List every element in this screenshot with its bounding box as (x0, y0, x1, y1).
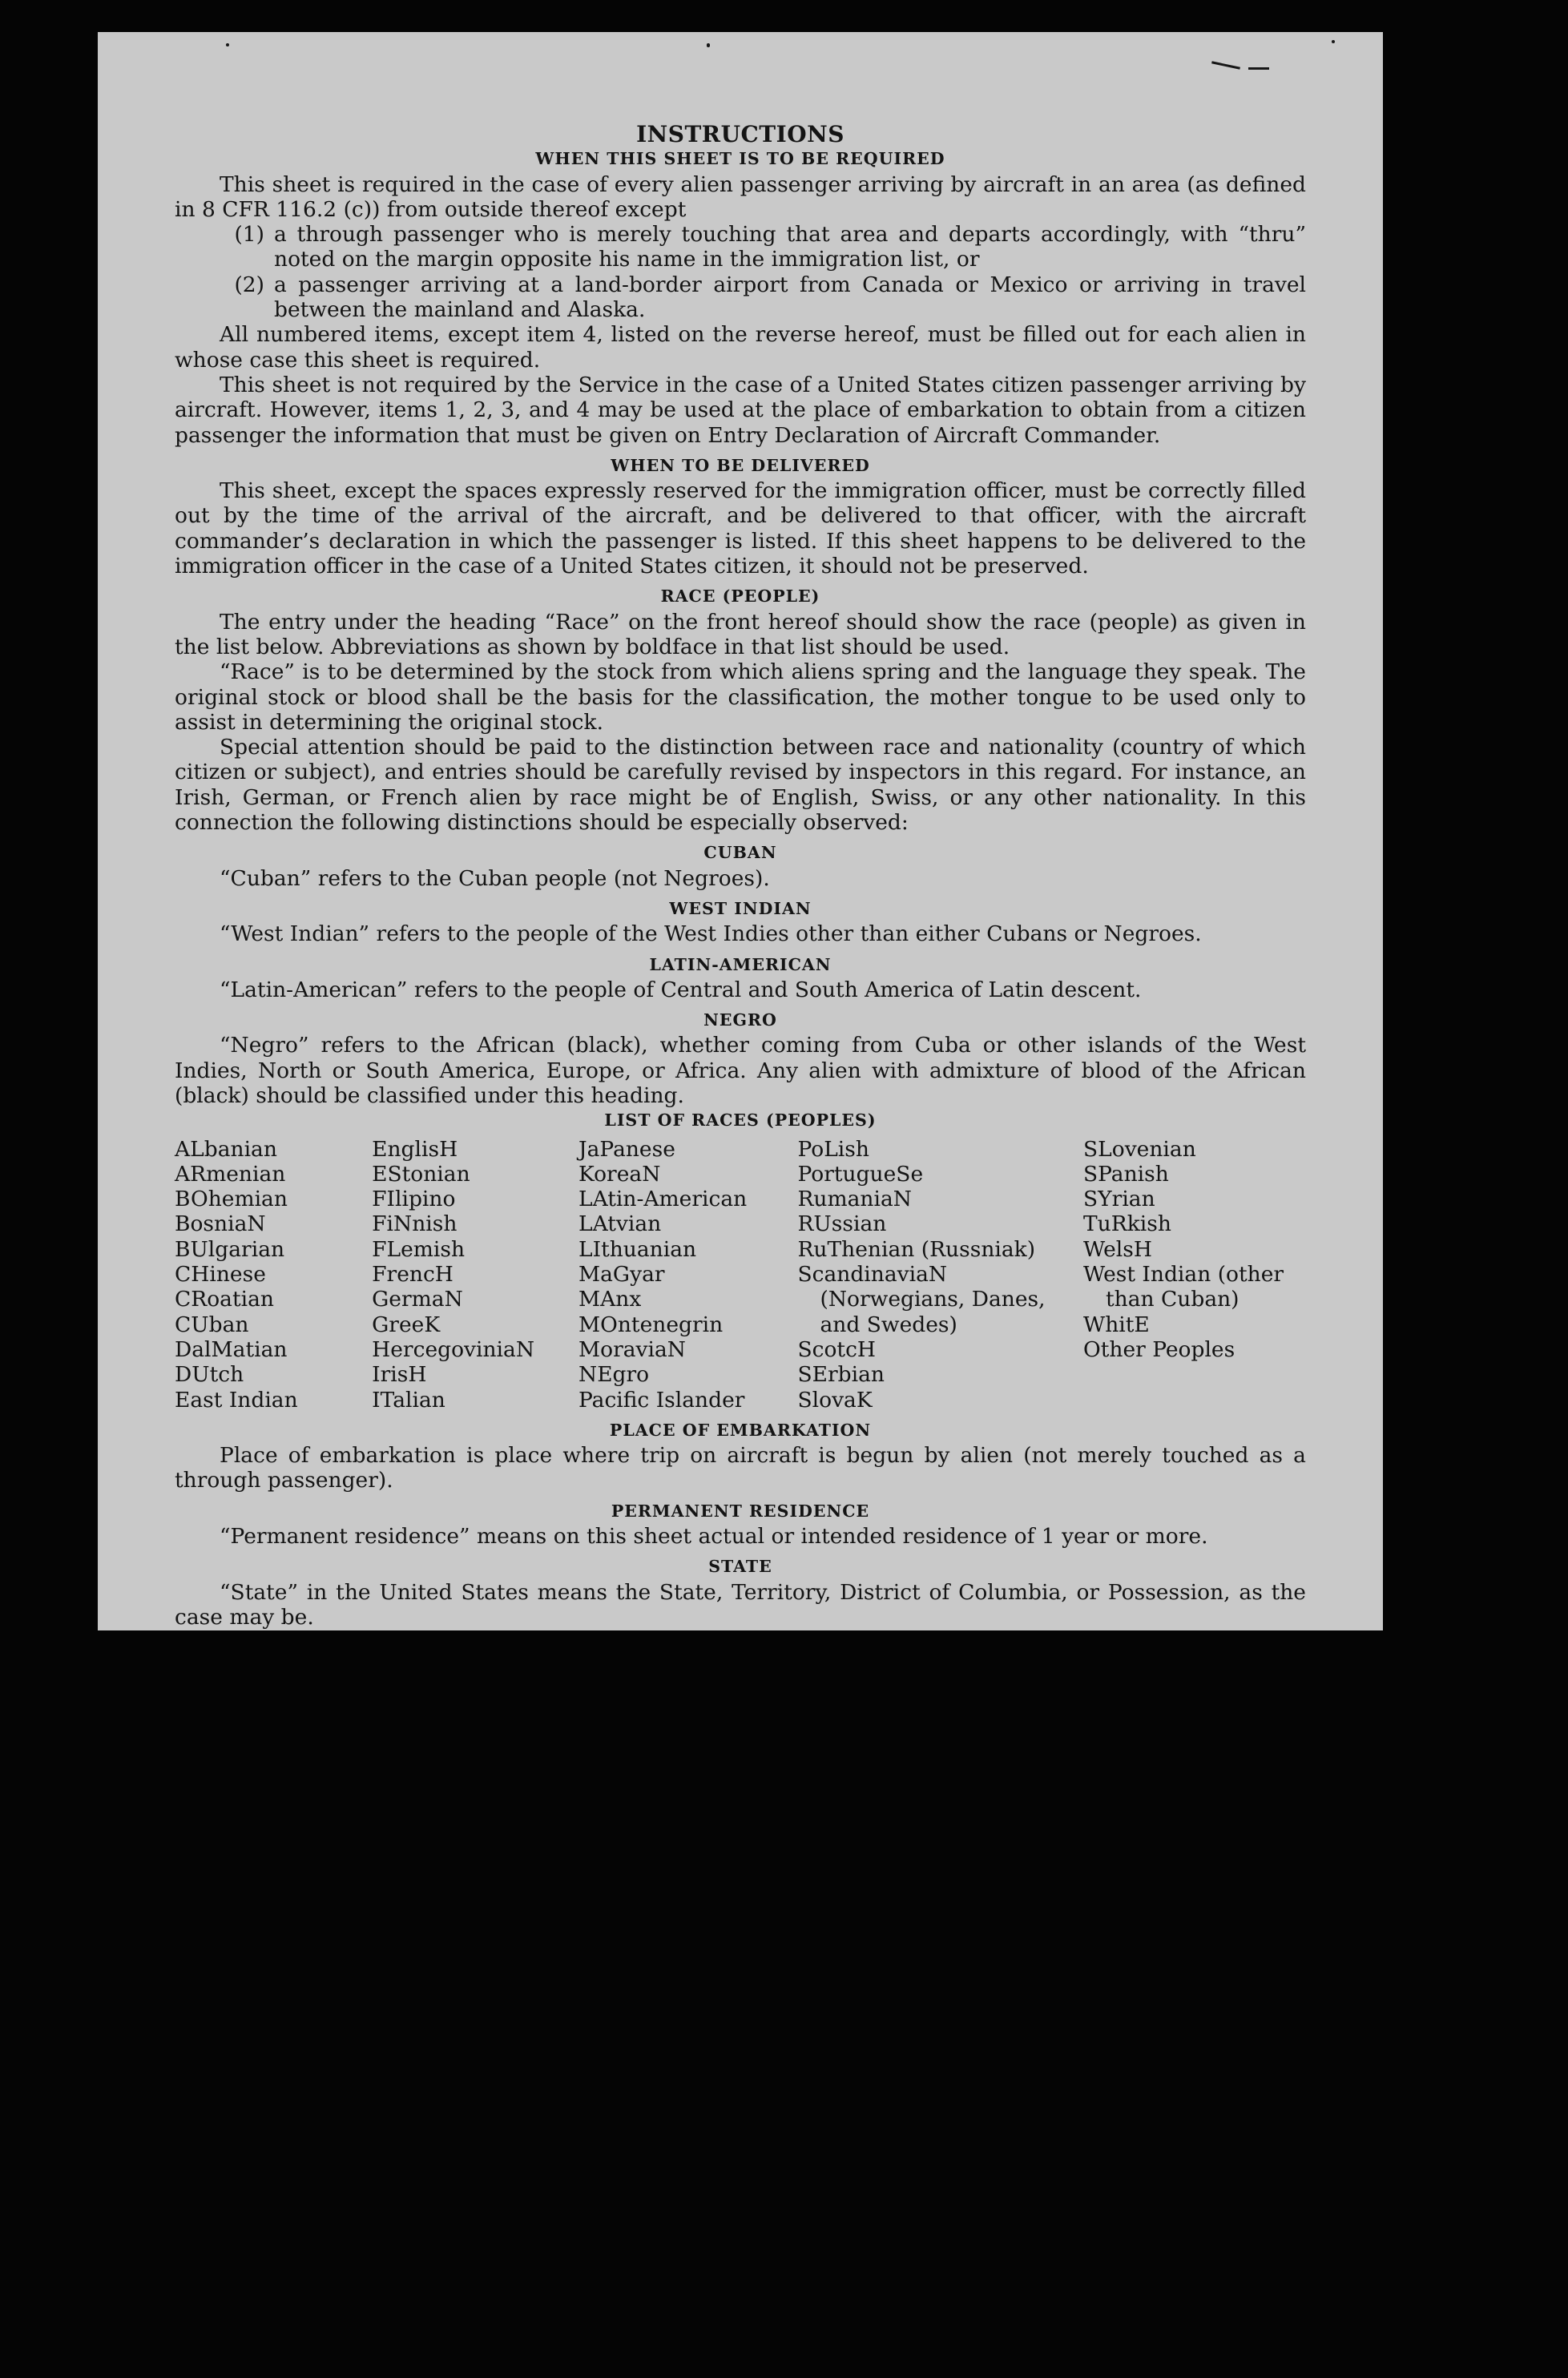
race-entry: EnglisH (372, 1136, 458, 1162)
paragraph-embarkation: Place of embarkation is place where trip on aircraft is begun by alien (not merely touched as a through passenger). (175, 1443, 1306, 1493)
document-page (98, 32, 1383, 1630)
race-entry: SErbian (797, 1362, 885, 1388)
race-entry: SYrian (1083, 1187, 1155, 1212)
scan-speck (1248, 67, 1269, 70)
races-column (578, 1137, 797, 1413)
section-heading-race: RACE (PEOPLE) (660, 586, 820, 607)
scan-speck (1332, 40, 1335, 43)
exception-number: (2) (234, 272, 264, 297)
paragraph-race-3: Special attention should be paid to the distinction between race and nationality (country of which citizen or subject), and entries should be carefully revised by inspectors in this regard. For instance, an Irish, German, or French alien by race might be of English, Swiss, or any other nationality. In this connection the following distinctions should be especially observed: (175, 735, 1306, 836)
section-heading-residence: PERMANENT RESIDENCE (611, 1501, 870, 1521)
section-heading-cuban: CUBAN (703, 843, 777, 863)
race-entry: SlovaK (797, 1387, 873, 1413)
section-heading-latin-american: LATIN-AMERICAN (649, 954, 832, 974)
exception-number: (1) (234, 222, 264, 248)
paragraph-state: “State” in the United States means the State, Territory, District of Columbia, or Possession, as the case may be. (175, 1579, 1306, 1630)
race-entry: FiNnish (372, 1211, 458, 1237)
section-heading-required: WHEN THIS SHEET IS TO BE REQUIRED (535, 149, 945, 169)
race-entry: CUban (175, 1312, 249, 1337)
race-entry: FIlipino (372, 1187, 456, 1212)
races-column (797, 1137, 1083, 1413)
race-entry: TuRkish (1083, 1211, 1171, 1237)
race-entry: RuThenian (Russniak) (797, 1236, 1036, 1262)
race-entry: FrencH (372, 1262, 453, 1288)
race-entry: EStonian (372, 1161, 470, 1187)
race-entry: BUlgarian (175, 1236, 285, 1262)
race-entry: IrisH (372, 1362, 427, 1388)
race-entry: JaPanese (578, 1136, 675, 1162)
race-entry: RumaniaN (797, 1187, 912, 1212)
race-entry: KoreaN (578, 1161, 661, 1187)
race-entry: GreeK (372, 1312, 441, 1337)
race-entry: RUssian (797, 1211, 887, 1237)
race-entry: CHinese (175, 1262, 266, 1288)
race-entry: MaGyar (578, 1262, 665, 1288)
race-entry: PoLish (797, 1136, 869, 1162)
exception-text: a through passenger who is merely touching that area and departs accordingly, with “thru” noted on the margin opposite his name in the immigration list, or (274, 222, 1306, 272)
race-entry: FLemish (372, 1236, 466, 1262)
race-entry: BosniaN (175, 1211, 266, 1237)
race-entry: CRoatian (175, 1287, 274, 1312)
race-entry: PortugueSe (797, 1161, 924, 1187)
paragraph-numbered-items: All numbered items, except item 4, listed on the reverse hereof, must be filled out for each alien in whose case this sheet is required. (175, 322, 1306, 373)
section-heading-state: STATE (708, 1557, 772, 1577)
paragraph-residence: “Permanent residence” means on this sheet actual or intended residence of 1 year or more. (220, 1524, 1208, 1550)
scan-speck (226, 43, 229, 46)
paragraph-delivered: This sheet, except the spaces expressly reserved for the immigration officer, must be correctly filled out by the time of the arrival of the aircraft, and be delivered to that officer, with the aircraft commander’s declaration in which the passenger is listed. If this sheet happens to be delivered to the immigration officer in the case of a United States citizen, it should not be preserved. (175, 478, 1306, 579)
races-column (175, 1137, 372, 1413)
races-column (1083, 1137, 1306, 1413)
race-entry: LIthuanian (578, 1236, 697, 1262)
scan-speck (707, 43, 710, 47)
paragraph-race-1: The entry under the heading “Race” on the front hereof should show the race (people) as given in the list below. Abbreviations as shown by boldface in that list should be used. (175, 609, 1306, 659)
paragraph-required-intro: This sheet is required in the case of every alien passenger arriving by aircraft in an area (as defined in 8 CFR 116.2 (c)) from outside thereof except (175, 171, 1306, 222)
race-entry: MOntenegrin (578, 1312, 724, 1337)
exception-item (175, 222, 1306, 272)
race-entry: DUtch (175, 1362, 244, 1388)
race-entry: HercegoviniaN (372, 1336, 535, 1362)
paragraph-race-2: “Race” is to be determined by the stock from which aliens spring and the language they speak. The original stock or blood shall be the basis for the classification, the mother tongue to be used only to assist in determining the original stock. (175, 659, 1306, 735)
exception-text: a passenger arriving at a land-border airport from Canada or Mexico or arriving in travel between the mainland and Alaska. (274, 272, 1306, 323)
race-entry: Pacific Islander (578, 1387, 745, 1413)
race-entry: MAnx (578, 1287, 642, 1312)
race-entry: ScandinaviaN (Norwegians, Danes, and Swedes) (797, 1262, 1046, 1337)
paragraph-west-indian: “West Indian” refers to the people of the West Indies other than either Cubans or Negroes. (220, 921, 1202, 947)
page-title: INSTRUCTIONS (636, 121, 844, 147)
race-entry: WelsH (1083, 1236, 1152, 1262)
race-entry: ITalian (372, 1387, 445, 1413)
section-heading-negro: NEGRO (703, 1010, 777, 1030)
paragraph-negro: “Negro” refers to the African (black), whether coming from Cuba or other islands of the West Indies, North or South America, Europe, or Africa. Any alien with admixture of blood of the African (black) should be classified under this heading. (175, 1033, 1306, 1108)
race-entry: West Indian (other than Cuban) (1083, 1262, 1284, 1312)
scan-speck (1211, 61, 1240, 69)
race-entry: East Indian (175, 1387, 298, 1413)
race-entry: WhitE (1083, 1312, 1150, 1337)
race-entry: ARmenian (175, 1161, 286, 1187)
race-entry: BOhemian (175, 1187, 288, 1212)
races-column (372, 1137, 578, 1413)
paragraph-latin-american: “Latin-American” refers to the people of Central and South America of Latin descent. (220, 977, 1142, 1002)
section-heading-delivered: WHEN TO BE DELIVERED (611, 455, 870, 475)
race-entry: Other Peoples (1083, 1336, 1235, 1362)
race-entry: SLovenian (1083, 1136, 1196, 1162)
race-entry: ScotcH (797, 1336, 877, 1362)
races-list (175, 1137, 1306, 1413)
section-heading-embarkation: PLACE OF EMBARKATION (609, 1420, 872, 1440)
exception-item (175, 272, 1306, 323)
paragraph-citizen: This sheet is not required by the Service in the case of a United States citizen passenger arriving by aircraft. However, items 1, 2, 3, and 4 may be used at the place of embarkation to obtain from a citizen passenger the information that must be given on Entry Declaration of Aircraft Commander. (175, 372, 1306, 448)
race-entry: MoraviaN (578, 1336, 686, 1362)
race-entry: SPanish (1083, 1161, 1169, 1187)
section-heading-west-indian: WEST INDIAN (669, 898, 812, 918)
race-entry: ALbanian (175, 1136, 277, 1162)
race-entry: LAtvian (578, 1211, 662, 1237)
paragraph-cuban: “Cuban” refers to the Cuban people (not Negroes). (220, 865, 770, 891)
race-entry: GermaN (372, 1287, 463, 1312)
section-heading-races-list: LIST OF RACES (PEOPLES) (604, 1110, 877, 1131)
race-entry: NEgro (578, 1362, 650, 1388)
race-entry: LAtin-American (578, 1187, 748, 1212)
race-entry: DalMatian (175, 1336, 288, 1362)
